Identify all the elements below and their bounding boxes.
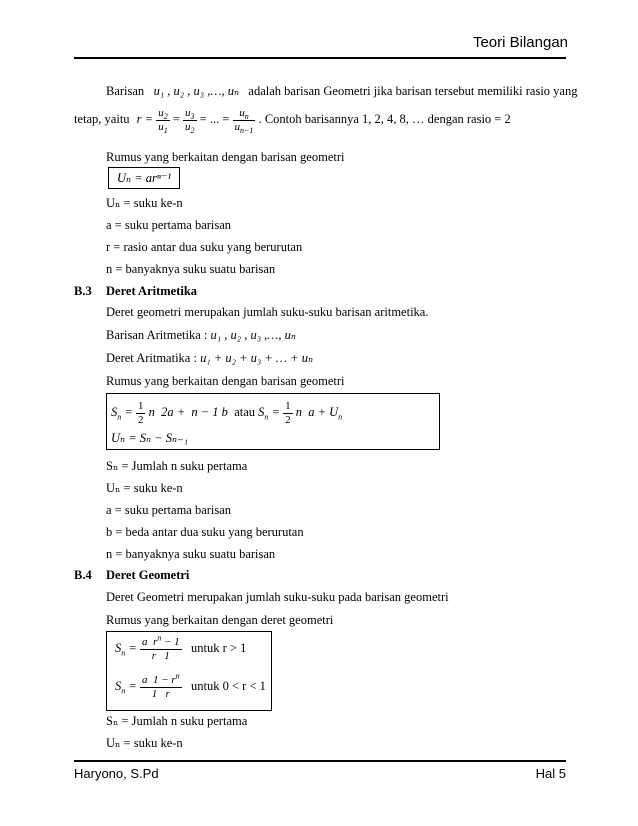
intro-barisan-word: Barisan — [106, 84, 145, 98]
footer-page-number: Hal 5 — [535, 766, 566, 781]
b3-def-3: b = beda antar dua suku yang berurutan — [106, 525, 304, 539]
ratio-frac-1: $\frac{u_2}{u_1}$ — [158, 107, 168, 135]
geo-seq-def-0: Uₙ = suku ke-n — [106, 196, 183, 210]
intro-example: . Contoh barisannya 1, 2, 4, 8, … dengan rasio = 2 — [258, 112, 511, 127]
ratio-frac-n: $\frac{u_n}{u_{n-1}}$ — [234, 107, 254, 135]
b3-barisan-expr: u₁ , u₂ , u₃ ,…, uₙ — [210, 328, 296, 342]
footer-divider — [74, 760, 566, 762]
geo-seq-formula-box — [108, 167, 180, 189]
b4-def-1: Uₙ = suku ke-n — [106, 736, 183, 750]
header-divider — [74, 57, 566, 59]
intro-line-1 — [106, 85, 577, 98]
page-header-title: Teori Bilangan — [472, 34, 568, 51]
b3-def-4: n = banyaknya suku suatu barisan — [106, 547, 276, 561]
intro-sequence: u₁ , u₂ , u₃ ,…, uₙ — [153, 84, 240, 98]
b3-deret-line — [106, 352, 313, 365]
intro-tetap: tetap, yaitu — [74, 112, 130, 127]
intro-line-2: tetap, yaitu r = $\frac{u_2}{u_1}$ = $\frac{u_3}{u_2}$ = ... = $\frac{u_n}{u_{n-1}}$ . Contoh barisannya 1, 2, 4, 8, … dengan rasio = 2 — [74, 107, 511, 135]
b3-barisan-line — [106, 329, 296, 342]
b3-def-1: Uₙ = suku ke-n — [106, 481, 183, 495]
b4-formula-intro: Rumus yang berkaitan dengan deret geometri — [106, 613, 334, 627]
intro-definition: adalah barisan Geometri jika barisan tersebut memiliki rasio yang — [248, 84, 578, 98]
b3-un-formula: Uₙ = Sₙ − Sₙ₋₁ — [111, 431, 189, 445]
geo-seq-def-1: a = suku pertama barisan — [106, 218, 232, 232]
b3-description: Deret geometri merupakan jumlah suku-suku barisan aritmetika. — [106, 305, 429, 319]
b4-description: Deret Geometri merupakan jumlah suku-suku pada barisan geometri — [106, 590, 449, 604]
b3-atau-word: atau — [234, 405, 256, 420]
b3-sum-formula: $S_n$ = $\frac{1}{2}$ n 2a + n − 1 b atau $S_n$ = $\frac{1}{2}$ n $a + U_n$ — [111, 400, 343, 426]
b3-def-2: a = suku pertama barisan — [106, 503, 232, 517]
section-b4-title: Deret Geometri — [106, 568, 190, 582]
b3-formula-box — [106, 393, 440, 450]
b3-barisan-label: Barisan Aritmetika : — [106, 328, 208, 342]
geo-seq-def-2: r = rasio antar dua suku yang berurutan — [106, 240, 303, 254]
b3-deret-expr: u₁ + u₂ + u₃ + … + uₙ — [200, 351, 314, 365]
b4-formula-r-greater-1: $S_n$ = $\frac{a r^n - 1}{r 1}$ untuk r > 1 — [115, 633, 247, 662]
geo-seq-def-3: n = banyaknya suku suatu barisan — [106, 262, 276, 276]
b4-formula-box — [106, 631, 272, 711]
geo-seq-formula: Uₙ = arⁿ⁻¹ — [117, 171, 172, 185]
b4-cond-1: untuk r > 1 — [191, 641, 247, 656]
section-b3-number: B.3 — [74, 284, 92, 298]
b3-def-0: Sₙ = Jumlah n suku pertama — [106, 459, 248, 473]
b4-formula-r-less-1: $S_n$ = $\frac{a 1 - r^n}{1 r}$ untuk 0 < r < 1 — [115, 671, 266, 700]
section-b4-number: B.4 — [74, 568, 92, 582]
geo-seq-formula-intro: Rumus yang berkaitan dengan barisan geometri — [106, 150, 345, 164]
ratio-frac-2: $\frac{u_3}{u_2}$ — [185, 107, 195, 135]
section-b3-title: Deret Aritmetika — [106, 284, 198, 298]
b4-def-0: Sₙ = Jumlah n suku pertama — [106, 714, 248, 728]
b3-deret-label: Deret Aritmatika : — [106, 351, 197, 365]
b4-cond-2: untuk 0 < r < 1 — [191, 679, 266, 694]
footer-author: Haryono, S.Pd — [74, 766, 159, 781]
b3-formula-intro: Rumus yang berkaitan dengan barisan geometri — [106, 374, 345, 388]
